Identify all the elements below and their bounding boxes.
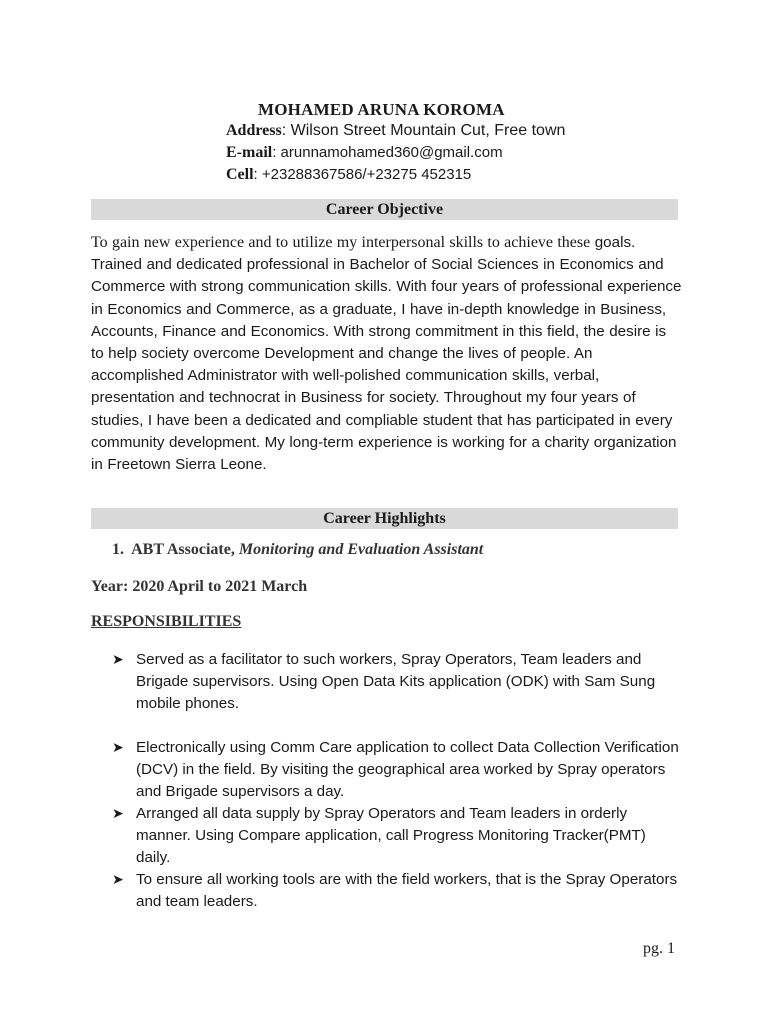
career-objective-heading: Career Objective [91, 199, 678, 220]
cell-line [226, 164, 565, 186]
arrow-bullet-icon: ➤ [112, 652, 124, 668]
list-item [112, 869, 684, 913]
contact-header [226, 100, 565, 186]
bullet-text: Arranged all data supply by Spray Operators and Team leaders in orderly manner. Using Compare application, call Progress Monitoring Tracker(PMT) daily. [136, 805, 646, 866]
candidate-name: MOHAMED ARUNA KOROMA [258, 100, 505, 119]
job-year: Year: 2020 April to 2021 March [91, 578, 308, 595]
objective-lead: To gain new experience and to utilize my interpersonal skills to achieve these [91, 234, 591, 251]
arrow-bullet-icon: ➤ [112, 872, 124, 888]
address-value: : Wilson Street Mountain Cut, Free town [281, 122, 566, 139]
responsibilities-heading: RESPONSIBILITIES [91, 613, 242, 630]
job-role: Monitoring and Evaluation Assistant [238, 541, 484, 558]
objective-body: goals. Trained and dedicated professional in Bachelor of Social Sciences in Economics and Commerce with strong communication skills. With four years of professional experience in Economics and Commerce, as a graduate, I have in-depth knowledge in Business, Accounts, Finance and Economics. With strong commitment in this field, the desire is to help society overcome Development and change the lives of people. An accomplished Administrator with well-polished communication skills, verbal, presentation and technocrat in Business for society. Throughout my four years of studies, I have been a dedicated and compliable student that has participated in every community development. My long-term experience is working for a charity organization in Freetown Sierra Leone. [91, 234, 682, 474]
career-highlights-heading: Career Highlights [91, 508, 678, 529]
list-item [112, 649, 684, 715]
email-line [226, 142, 565, 164]
job-company: ABT Associate, [131, 541, 235, 558]
page-number: pg. 1 [643, 940, 675, 957]
career-objective-text [91, 232, 683, 476]
arrow-bullet-icon: ➤ [112, 806, 124, 822]
bullet-text: Served as a facilitator to such workers, Spray Operators, Team leaders and Brigade supervisors. Using Open Data Kits application (ODK) with Sam Sung mobile phones. [136, 651, 656, 712]
cell-value: : +23288367586/+23275 452315 [253, 166, 472, 183]
responsibilities-list [112, 649, 684, 913]
arrow-bullet-icon: ➤ [112, 740, 124, 756]
email-label: E-mail [226, 144, 273, 161]
email-value[interactable]: : arunnamohamed360@gmail.com [272, 144, 503, 161]
bullet-text: To ensure all working tools are with the field workers, that is the Spray Operators and team leaders. [136, 871, 678, 910]
address-label: Address [226, 122, 282, 139]
cell-label: Cell [226, 166, 254, 183]
address-line [226, 120, 565, 142]
job-title [112, 541, 483, 559]
list-item [112, 737, 684, 803]
bullet-text: Electronically using Comm Care application to collect Data Collection Verification (DCV) in the field. By visiting the geographical area worked by Spray operators and Brigade supervisors a day. [136, 739, 679, 800]
list-item [112, 803, 684, 869]
job-number: 1. [112, 541, 124, 558]
